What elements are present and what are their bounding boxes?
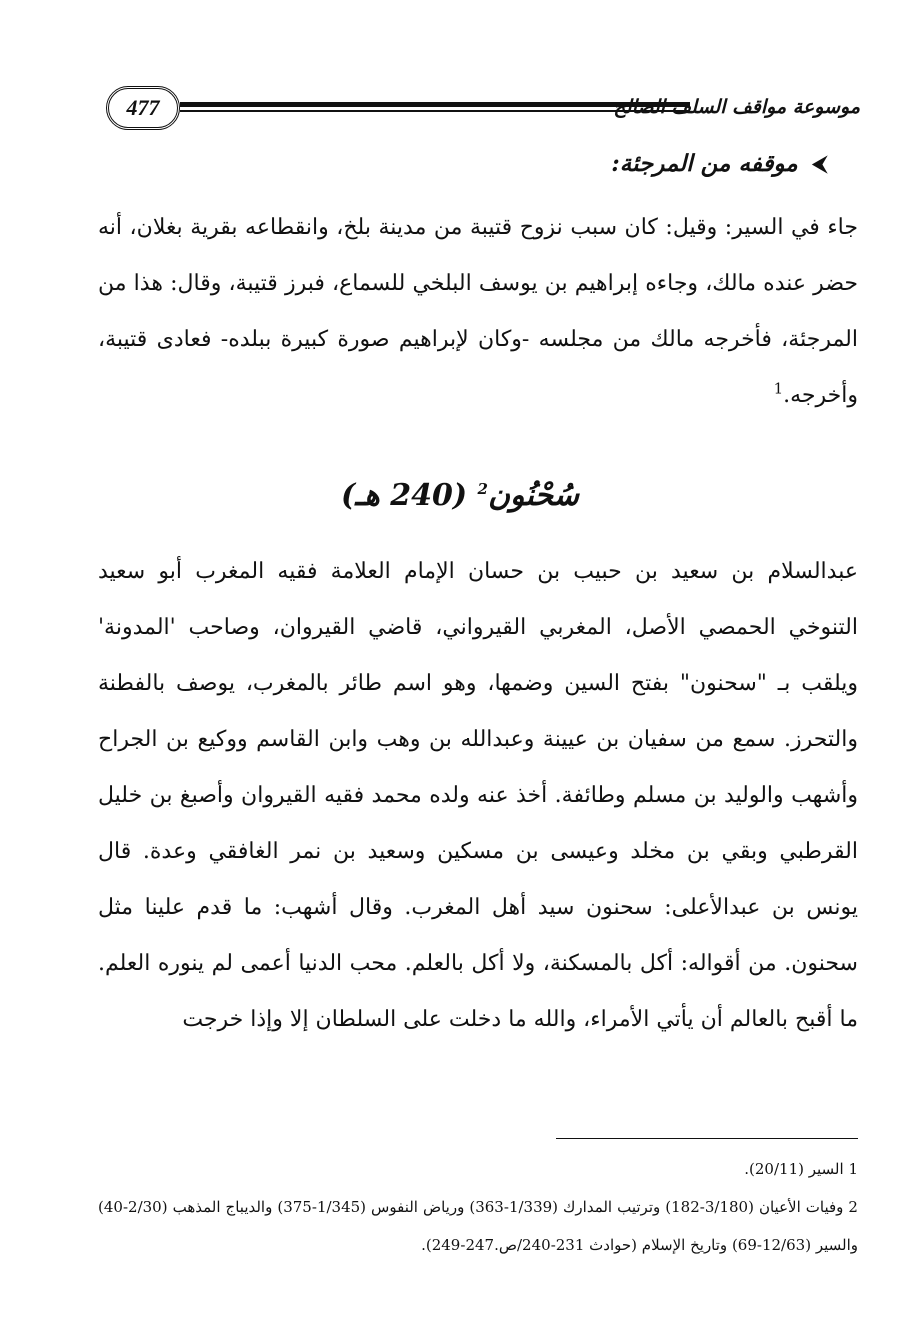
footnote-ref-1: 1 — [773, 379, 784, 398]
footnote-ref-2: 2 — [477, 480, 488, 498]
footnote-number: 2 — [848, 1198, 858, 1216]
page-number: 477 — [106, 86, 180, 130]
footnote-text: وفيات الأعيان (3/180-182) وترتيب المدارك (1/339-363) ورياض النفوس (1/345-375) والديباج المذهب (2/30-40) والسير (12/63-69) وتاريخ الإسلام (حوادث 231-240/ص.247-249). — [98, 1198, 858, 1254]
biography-text: عبدالسلام بن سعيد بن حبيب بن حسان الإمام العلامة فقيه المغرب أبو سعيد التنوخي الحمصي الأصل، المغربي القيرواني، قاضي القيروان، وصاحب 'المدونة' ويلقب بـ "سحنون" بفتح السين وضمها، وهو اسم طائر بالمغرب، يوصف بالفطنة والتحرز. سمع من سفيان بن عيينة وعبدالله بن وهب وابن القاسم ووكيع بن الجراح وأشهب والوليد بن مسلم وطائفة. أخذ عنه ولده محمد فقيه القيروان وأصبغ بن خليل القرطبي وبقي بن مخلد وعيسى بن مسكين وسعيد بن نمر الغافقي وعدة. قال يونس بن عبدالأعلى: سحنون سيد أهل المغرب. وقال أشهب: ما قدم علينا مثل سحنون. من أقواله: أكل بالمسكنة، ولا أكل بالعلم. محب الدنيا أعمى لم ينوره العلم. ما أقبح بالعالم أن يأتي الأمراء، والله ما دخلت على السلطان إلا وإذا خرجت — [98, 559, 858, 1032]
footnotes — [98, 1150, 858, 1264]
section-paragraph — [98, 200, 858, 424]
footnote-text: السير (20/11). — [744, 1160, 844, 1178]
biography-name: سُحْنُون — [487, 478, 580, 513]
footnote-number: 1 — [848, 1160, 858, 1178]
arrow-icon: ⮜ — [811, 151, 828, 177]
biography-paragraph — [98, 544, 858, 1048]
section-heading — [428, 150, 828, 177]
series-title: موسوعة مواقف السلف الصالح — [613, 96, 860, 118]
section-paragraph-text: جاء في السير: وقيل: كان سبب نزوح قتيبة من مدينة بلخ، وانقطاعه بقرية بغلان، أنه حضر عنده مالك، وجاءه إبراهيم بن يوسف البلخي للسماع، فبرز قتيبة، وقال: هذا من المرجئة، فأخرجه مالك من مجلسه -وكان لإبراهيم صورة كبيرة ببلده- فعادى قتيبة، وأخرجه. — [98, 215, 858, 408]
page-header — [100, 82, 860, 142]
footnote-separator — [556, 1138, 858, 1139]
footnote-1 — [98, 1150, 858, 1188]
section-heading-text: موقفه من المرجئة: — [611, 150, 798, 177]
footnote-2 — [98, 1188, 858, 1264]
biography-year: (240 هـ) — [340, 478, 468, 513]
biography-title — [0, 478, 920, 513]
